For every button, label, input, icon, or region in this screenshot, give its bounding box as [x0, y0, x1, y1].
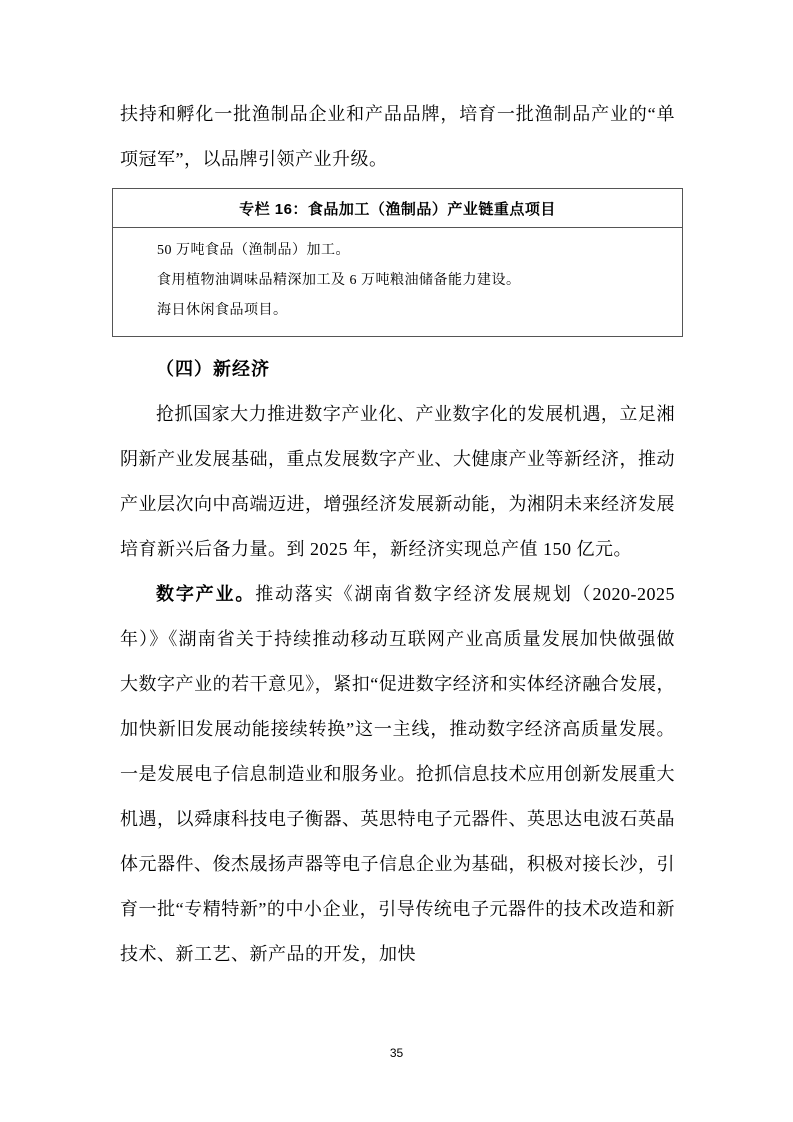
paragraph-body-digital-industry: 推动落实《湖南省数字经济发展规划（2020-2025 年）》《湖南省关于持续推动移动互联网产业高质量发展加快做强做大数字产业的若干意见》，紧扣“促进数字经济和实体经济融合发展，加快新旧发展动能接续转换”这一主线，推动数字经济高质量发展。一是发展电子信息制造业和服务业。抢抓信息技术应用创新发展重大机遇，以舜康科技电子衡器、英思特电子元器件、英思达电波石英晶体元器件、俊杰晟扬声器等电子信息企业为基础，积极对接长沙，引育一批“专精特新”的中小企业，引导传统电子元器件的技术改造和新技术、新工艺、新产品的开发，加快: [120, 584, 676, 964]
paragraph-lead-digital-industry: 数字产业。: [156, 584, 256, 604]
section-heading: （四）新经济: [156, 359, 270, 379]
paragraph-new-economy: 抢抓国家大力推进数字产业化、产业数字化的发展机遇，立足湘阴新产业发展基础，重点发展数字产业、大健康产业等新经济，推动产业层次向中高端迈进，增强经济发展新动能，为湘阴未来经济发展培育新兴后备力量。到 2025 年，新经济实现总产值 150 亿元。: [120, 404, 675, 559]
paragraph-continuation: 扶持和孵化一批渔制品企业和产品品牌，培育一批渔制品产业的“单项冠军”，以品牌引领产业升级。: [120, 104, 675, 169]
feature-box-items: [113, 228, 682, 336]
feature-box-item: 海日休闲食品项目。: [157, 303, 288, 318]
feature-box-item: 食用植物油调味品精深加工及 6 万吨粮油储备能力建设。: [157, 273, 521, 288]
feature-box-title: 专栏 16：食品加工（渔制品）产业链重点项目: [113, 189, 682, 228]
feature-box-item: 50 万吨食品（渔制品）加工。: [157, 243, 350, 258]
paragraph-digital-industry: [120, 572, 675, 977]
feature-box: [112, 188, 683, 337]
page-number: 35: [389, 1046, 404, 1060]
